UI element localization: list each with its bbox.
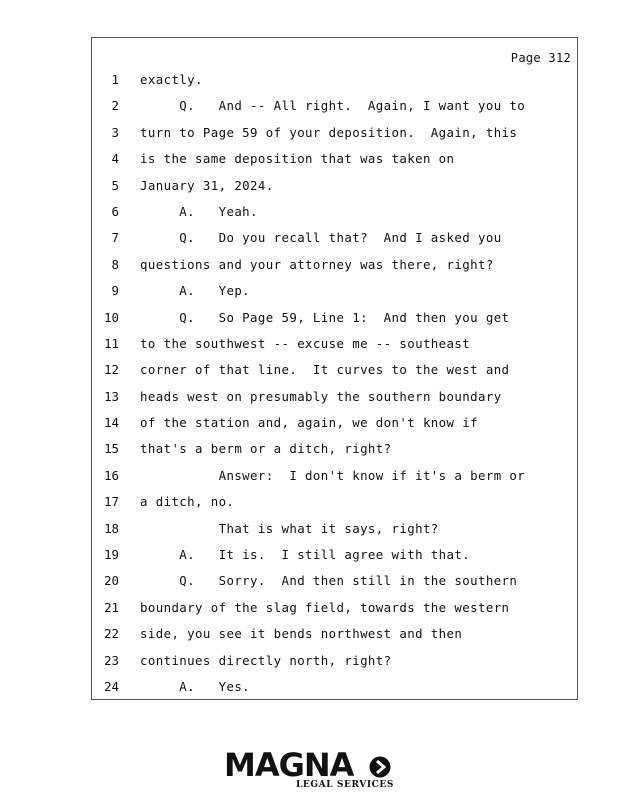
line-text: continues directly north, right?: [140, 652, 392, 668]
line-text: A. It is. I still agree with that.: [140, 547, 471, 563]
transcript-line: [92, 283, 577, 309]
line-number: 19: [104, 547, 119, 563]
line-number: 13: [104, 388, 119, 404]
transcript-line: [92, 389, 577, 415]
line-number: 7: [111, 230, 119, 246]
line-text: heads west on presumably the southern boundary: [140, 388, 502, 404]
transcript-line: [92, 441, 577, 467]
transcript-line: [92, 98, 577, 124]
line-text: Q. So Page 59, Line 1: And then you get: [140, 309, 510, 325]
line-number: 3: [111, 124, 119, 140]
line-text: January 31, 2024.: [140, 177, 274, 193]
line-number: 21: [104, 599, 119, 615]
line-number: 15: [104, 441, 119, 457]
transcript-line: [92, 653, 577, 679]
logo-subtitle: LEGAL SERVICES: [296, 780, 394, 790]
chevron-right-circle-icon: [369, 756, 391, 778]
transcript-line: [92, 415, 577, 441]
line-text: That is what it says, right?: [140, 520, 439, 536]
line-text: Answer: I don't know if it's a berm or: [140, 467, 526, 483]
line-text: Q. Sorry. And then still in the southern: [140, 573, 518, 589]
transcript-line: [92, 521, 577, 547]
line-text: a ditch, no.: [140, 494, 235, 510]
line-text: exactly.: [140, 72, 203, 87]
line-text: A. Yep.: [140, 283, 251, 299]
line-number: 20: [104, 573, 119, 589]
line-number: 4: [111, 151, 119, 167]
page-number: Page 312: [510, 51, 571, 65]
transcript-line: [92, 494, 577, 520]
line-number: 23: [104, 652, 119, 668]
transcript-line: [92, 600, 577, 626]
line-text: turn to Page 59 of your deposition. Again, this: [140, 124, 518, 140]
line-text: A. Yes.: [140, 678, 251, 694]
transcript-line: [92, 362, 577, 388]
transcript-line: [92, 468, 577, 494]
line-text: questions and your attorney was there, right?: [140, 256, 494, 272]
line-number: 9: [111, 283, 119, 299]
transcript-line: [92, 310, 577, 336]
line-text: Q. And -- All right. Again, I want you to: [140, 98, 526, 114]
line-number: 5: [111, 177, 119, 193]
line-text: that's a berm or a ditch, right?: [140, 441, 392, 457]
transcript-line: [92, 626, 577, 652]
transcript-line: [92, 151, 577, 177]
transcript-line: [92, 679, 577, 705]
transcript-lines: [92, 72, 577, 705]
line-text: of the station and, again, we don't know if: [140, 415, 478, 431]
line-number: 16: [104, 467, 119, 483]
transcript-line: [92, 72, 577, 98]
line-number: 17: [104, 494, 119, 510]
transcript-line: [92, 204, 577, 230]
line-number: 24: [104, 678, 119, 694]
line-number: 8: [111, 256, 119, 272]
line-number: 2: [111, 98, 119, 114]
line-text: corner of that line. It curves to the west and: [140, 362, 510, 378]
transcript-line: [92, 178, 577, 204]
line-number: 22: [104, 626, 119, 642]
line-number: 6: [111, 203, 119, 219]
line-text: to the southwest -- excuse me -- southeast: [140, 335, 471, 351]
line-number: 12: [104, 362, 119, 378]
line-text: Q. Do you recall that? And I asked you: [140, 230, 502, 246]
transcript-line: [92, 230, 577, 256]
line-number: 18: [104, 520, 119, 536]
transcript-page: [91, 37, 578, 700]
line-text: boundary of the slag field, towards the western: [140, 599, 510, 615]
transcript-line: [92, 336, 577, 362]
transcript-line: [92, 257, 577, 283]
transcript-line: [92, 573, 577, 599]
line-text: side, you see it bends northwest and then: [140, 626, 463, 642]
line-number: 11: [104, 335, 119, 351]
line-text: A. Yeah.: [140, 203, 258, 219]
line-number: 1: [111, 72, 119, 87]
line-text: is the same deposition that was taken on: [140, 151, 455, 167]
line-number: 10: [104, 309, 119, 325]
magna-logo: [222, 748, 397, 794]
logo-wordmark: MAGNA: [224, 746, 354, 784]
transcript-line: [92, 125, 577, 151]
line-number: 14: [104, 415, 119, 431]
transcript-line: [92, 547, 577, 573]
